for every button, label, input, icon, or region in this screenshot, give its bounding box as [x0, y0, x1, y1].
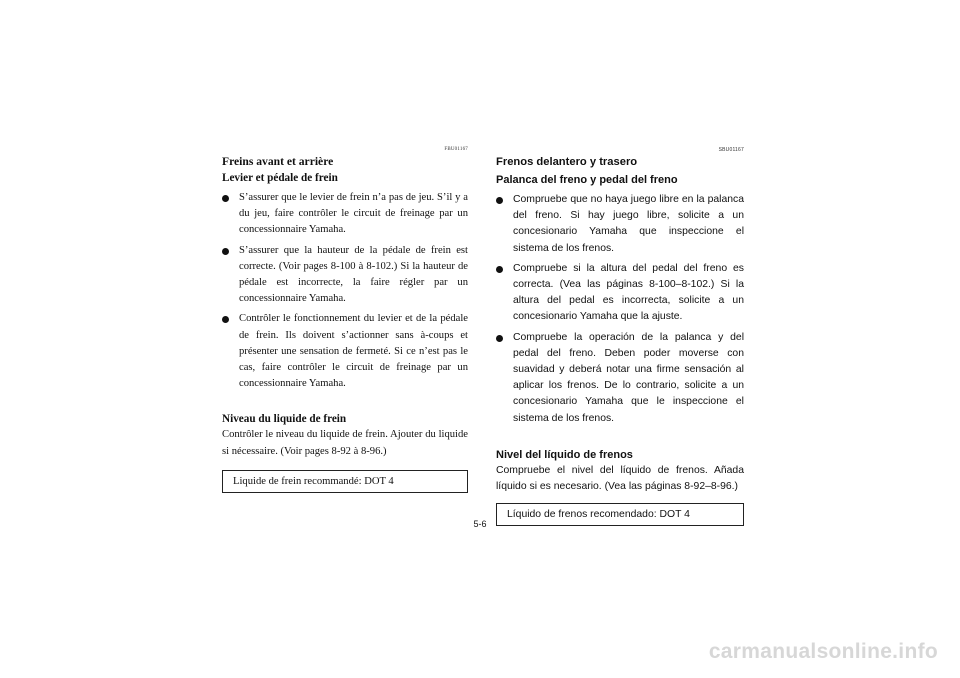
section-title: Frenos delantero y trasero — [496, 156, 638, 168]
body-text: Compruebe el nivel del líquido de frenos. Añada líquido si es necesario. (Vea las páginas 8-92–8-96.) — [496, 464, 744, 493]
spec-box: Liquide de frein recommandé: DOT 4 — [222, 470, 468, 493]
spanish-column — [496, 146, 744, 526]
list-item — [496, 261, 744, 326]
subsection-title: Palanca del freno y pedal del freno — [496, 174, 678, 186]
page-number: 5-6 — [473, 519, 487, 529]
subsection-title: Niveau du liquide de frein — [222, 413, 347, 426]
list-item-text: Compruebe que no haya juego libre en la palanca del freno. Si hay juego libre, solicite a un concesionario Yamaha que inspeccione el sistema de los frenos. — [513, 194, 744, 254]
bullet-icon — [496, 197, 503, 204]
section-code: SBU01167 — [718, 147, 744, 153]
list-item — [222, 190, 468, 239]
bullet-icon — [222, 316, 229, 323]
subsection-title: Nivel del líquido de frenos — [496, 448, 633, 461]
bullet-icon — [496, 266, 503, 273]
list-item-text: Compruebe la operación de la palanca y del pedal del freno. Deben poder moverse con suavidad y deberá notar una firme sensación al aplicar los frenos. De lo contrario, solicite a un concesionario Yamaha que le inspeccione el sistema de los frenos. — [513, 331, 744, 424]
list-item — [222, 243, 468, 308]
fluid-level-section — [496, 447, 744, 526]
spec-box: Líquido de frenos recomendado: DOT 4 — [496, 503, 744, 526]
section-code: FBU01167 — [444, 147, 468, 152]
list-item-text: Contrôler le fonctionnement du levier et de la pédale de frein. Ils doivent s’actionner sans à-coups et présenter une sensation de fermeté. Si ce n’est pas le cas, faire contrôler le circuit de freinage par un concessionnaire Yamaha. — [239, 313, 468, 390]
list-item — [222, 311, 468, 392]
list-item-text: S’assurer que la hauteur de la pédale de frein est correcte. (Voir pages 8-100 à 8-102.) Si la hauteur de pédale est incorrecte, la faire régler par un concessionnaire Yamaha. — [239, 244, 468, 305]
list-item-text: Compruebe si la altura del pedal del freno es correcta. (Vea las páginas 8-100–8-102.) Si la altura del pedal es incorrecta, solicite a un concesionario Yamaha que la ajuste. — [513, 262, 744, 323]
body-text: Contrôler le niveau du liquide de frein. Ajouter du liquide si nécessaire. (Voir pages 8-92 à 8-96.) — [222, 429, 468, 457]
list-item — [496, 330, 744, 427]
section-title: Freins avant et arrière — [222, 155, 334, 168]
bullet-icon — [222, 248, 229, 255]
watermark: carmanualsonline.info — [708, 640, 938, 663]
bullet-icon — [496, 335, 503, 342]
subsection-title: Levier et pédale de frein — [222, 172, 338, 184]
bullet-list — [496, 192, 744, 427]
list-item-text: S’assurer que le levier de frein n’a pas de jeu. S’il y a du jeu, faire contrôler le circuit de freinage par un concessionnaire Yamaha. — [239, 192, 468, 236]
list-item — [496, 192, 744, 257]
fluid-level-section — [222, 412, 468, 492]
bullet-list — [222, 190, 468, 392]
french-column — [222, 146, 468, 493]
bullet-icon — [222, 195, 229, 202]
